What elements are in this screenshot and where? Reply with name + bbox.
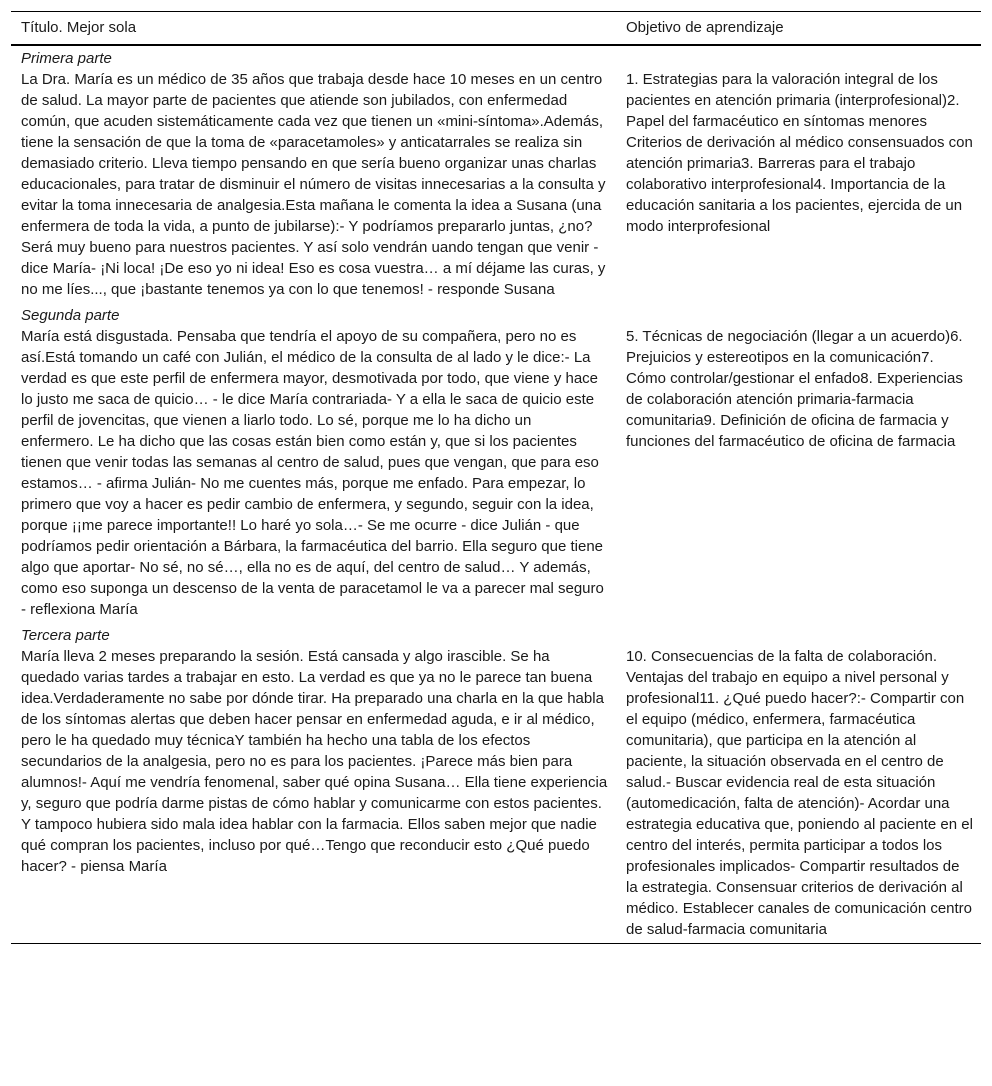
section-label-segunda: Segunda parte [21, 307, 120, 324]
case-text-primera: La Dra. María es un médico de 35 años que trabaja desde hace 10 meses en un centro de salud. La mayor parte de pacientes que atiende son jubilados, con enfermedad común, que acuden sistemáticamente cada vez que tienen un «mini-síntoma».Además, tiene la sensación de que la toma de «paracetamoles» y anticatarrales se realiza sin demasiado criterio. Lleva tiempo pensando en que sería bueno organizar unas charlas educacionales, para tratar de disminuir el número de visitas innecesarias a la consulta y evitar la toma innecesaria de analgesia.Esta mañana le comenta la idea a Susana (una enfermera de toda la vida, a punto de jubilarse):- Y podríamos prepararlo juntas, ¿no? Será muy bueno para nuestros pacientes. Y así solo vendrán uando tengan que venir - dice María- ¡Ni loca! ¡De eso yo ni idea! Eso es cosa vuestra… a mí déjame las curas, y no me líes..., que ¡bastante tenemos ya con lo que tenemos! - responde Susana [21, 71, 606, 298]
case-text-tercera: María lleva 2 meses preparando la sesión. Está cansada y algo irascible. Se ha quedado varias tardes a trabajar en esto. La verdad es que ya no le parece tan buena idea.Verdaderamente no sabe por dónde tirar. Ha preparado una charla en la que habla de los síntomas alertas que deben hacer pensar en enfermedad aguda, e ir al médico, pero le ha quedado muy técnicaY también ha hecho una tabla de los efectos secundarios de la analgesia, pero no es para los pacientes. ¡Parece más bien para alumnos!- Aquí me vendría fenomenal, saber qué opina Susana… Ella tiene experiencia y, seguro que podría darme pistas de cómo hablar y comunicarme con estos pacientes. Y tampoco hubiera sido mala idea hablar con la farmacia. Ellos saben mejor que nadie qué compran los pacientes, incluso por qué…Tengo que reconducir esto ¿Qué puedo hacer? - piensa María [21, 648, 608, 875]
section-label-empty [618, 303, 981, 326]
table-header-row [11, 12, 981, 46]
section-label-empty [618, 45, 981, 69]
section-label-row [11, 45, 981, 69]
section-label-row [11, 623, 981, 646]
objectives-tercera: 10. Consecuencias de la falta de colaboración. Ventajas del trabajo en equipo a nivel personal y profesional11. ¿Qué puedo hacer?:- Compartir con el equipo (médico, enfermera, farmacéutica comunitaria), que participa en la atención al paciente, la situación observada en el centro de salud.- Buscar evidencia real de esta situación (automedicación, falta de atención)- Acordar una estrategia educativa que, poniendo al paciente en el centro del interés, permita participar a todos los profesionales implicados- Compartir resultados de la estrategia. Consensuar criterios de derivación al médico. Establecer canales de comunicación centro de salud-farmacia comunitaria [626, 648, 973, 938]
section-content-row [11, 646, 981, 944]
objectives-primera: 1. Estrategias para la valoración integral de los pacientes en atención primaria (interprofesional)2. Papel del farmacéutico en síntomas menores Criterios de derivación al médico consensuados con atención primaria3. Barreras para el trabajo colaborativo interprofesional4. Importancia de la educación sanitaria a los pacientes, ejercida de un modo interprofesional [626, 71, 973, 235]
section-label-tercera: Tercera parte [21, 627, 110, 644]
section-content-row [11, 326, 981, 623]
section-label-row [11, 303, 981, 326]
case-text-segunda: María está disgustada. Pensaba que tendría el apoyo de su compañera, pero no es así.Está tomando un café con Julián, el médico de la consulta de al lado y le dice:- La verdad es que este perfil de enfermera mayor, desmotivada por todo, que viene y hace lo justo me saca de quicio… - le dice María contrariada- Y a ella le saca de quicio este perfil de jovencitas, que vienen a liarlo todo. Lo sé, porque me lo ha dicho un enfermero. Le ha dicho que las cosas están bien como están y, que si los pacientes tienen que venir todas las semanas al centro de salud, pues que vengan, que para eso estamos… - afirma Julián- No me cuentes más, porque me enfado. Para empezar, lo primero que voy a hacer es pedir cambio de enfermera, y segundo, seguir con la idea, porque ¡¡me parece importante!! Lo haré yo sola…- Se me ocurre - dice Julián - que podríamos pedir orientación a Bárbara, la farmacéutica del barrio. Ella seguro que tiene algo que aportar- No sé, no sé…, ella no es de aquí, del centro de salud… Y además, como eso suponga un descenso de la venta de paracetamol le va a parecer mal seguro - reflexiona María [21, 328, 604, 618]
case-study-table-container [11, 11, 981, 944]
section-label-empty [618, 623, 981, 646]
section-content-row [11, 69, 981, 303]
objectives-segunda: 5. Técnicas de negociación (llegar a un acuerdo)6. Prejuicios y estereotipos en la comunicación7. Cómo controlar/gestionar el enfado8. Experiencias de colaboración atención primaria-farmacia comunitaria9. Definición de oficina de farmacia y funciones del farmacéutico de oficina de farmacia [626, 328, 963, 450]
case-study-table [11, 11, 981, 944]
section-label-primera: Primera parte [21, 50, 112, 67]
header-learning-objective: Objetivo de aprendizaje [626, 19, 784, 36]
header-title: Título. Mejor sola [21, 19, 137, 36]
